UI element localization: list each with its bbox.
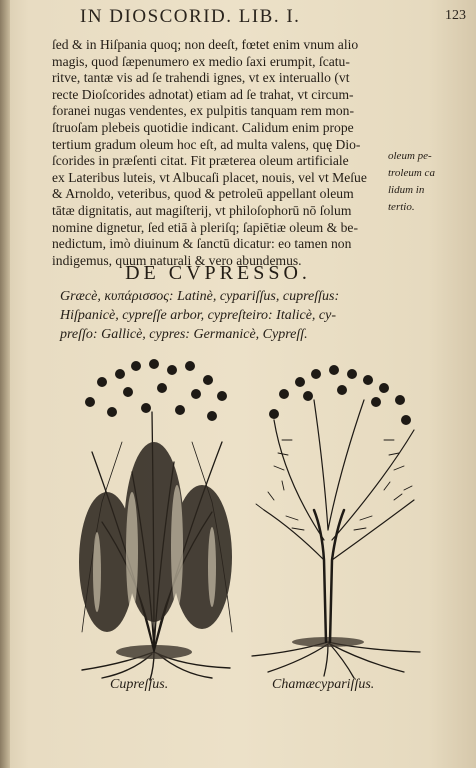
running-header [80, 6, 466, 28]
margin-note-line: lidum in [388, 184, 425, 196]
text-line: magis, quod ſæpenumero ex medio ſaxi erumpit, ſcatu- [52, 53, 350, 69]
text-line: indigemus, quum naturali & vero abundemus. [52, 252, 302, 268]
text-line: ſcorides in præſenti citat. Fit præterea oleum artificiale [52, 153, 349, 169]
figure-caption-left: Cupreſſus. [110, 677, 169, 692]
margin-note-line: troleum ca [388, 167, 435, 179]
text-line: tertium gradum oleum hoc eſt, ad multa valens, quę Dio- [52, 136, 361, 152]
text-line: foranei nugas vendentes, ex pulpitis tanquam rem mon- [52, 103, 355, 119]
section-heading: DE CVPRESSO. [125, 262, 311, 284]
text-line: ritve, tantæ vis ad ſe trahendi ignes, vt ex interuallo (vt [52, 70, 350, 86]
text-line: tātæ dignitatis, aut magiſterij, vt philoſophorū nō ſolum [52, 202, 352, 218]
plant-names [60, 287, 390, 344]
text-line: ſed & in Hiſpania quoq; non deeſt, fœtet enim vnum alio [52, 37, 359, 52]
names-line: Hiſpanicè, cypreſſe arbor, cypreſteiro: Italicè, cy- [60, 308, 337, 323]
text-line: ex Lateribus luteis, vt Albucaſi placet, nouis, vel vt Meſue [52, 169, 367, 185]
page-number: 123 [445, 8, 466, 23]
text-line: recte Dioſcorides adnotat) etiam ad ſe trahat, vt circum- [52, 86, 354, 102]
text-line: nedictum, imò diuinum & ſanctū dicatur: eo tamen non [52, 236, 352, 252]
names-line: Græcè, κυπάρισσος: Latinè, cypariſſus, cupreſſus: [60, 289, 340, 304]
margin-note-line: oleum pe- [388, 150, 432, 162]
body-paragraph [52, 37, 380, 269]
names-line: preſſo: Gallicè, cypres: Germanicè, Cypreſſ. [60, 327, 308, 342]
text-line: nomine dignetur, ſed etiā à pleriſq; ſapiētiæ oleum & be- [52, 219, 358, 235]
cupressus-woodcut [62, 352, 246, 682]
text-line: & Arnoldo, veteribus, quod & petroleū appellant oleum [52, 186, 354, 202]
text-line: ſtruoſam plebeis quotidie indicant. Calidum enim prope [52, 119, 354, 135]
page-gutter [0, 0, 10, 768]
chamaecyparissus-woodcut [244, 360, 434, 680]
margin-note-line: tertio. [388, 201, 415, 213]
marginal-note [388, 148, 468, 216]
running-title: IN DIOSCORID. LIB. I. [80, 6, 301, 27]
figure-caption-right: Chamæcypariſſus. [272, 677, 375, 692]
